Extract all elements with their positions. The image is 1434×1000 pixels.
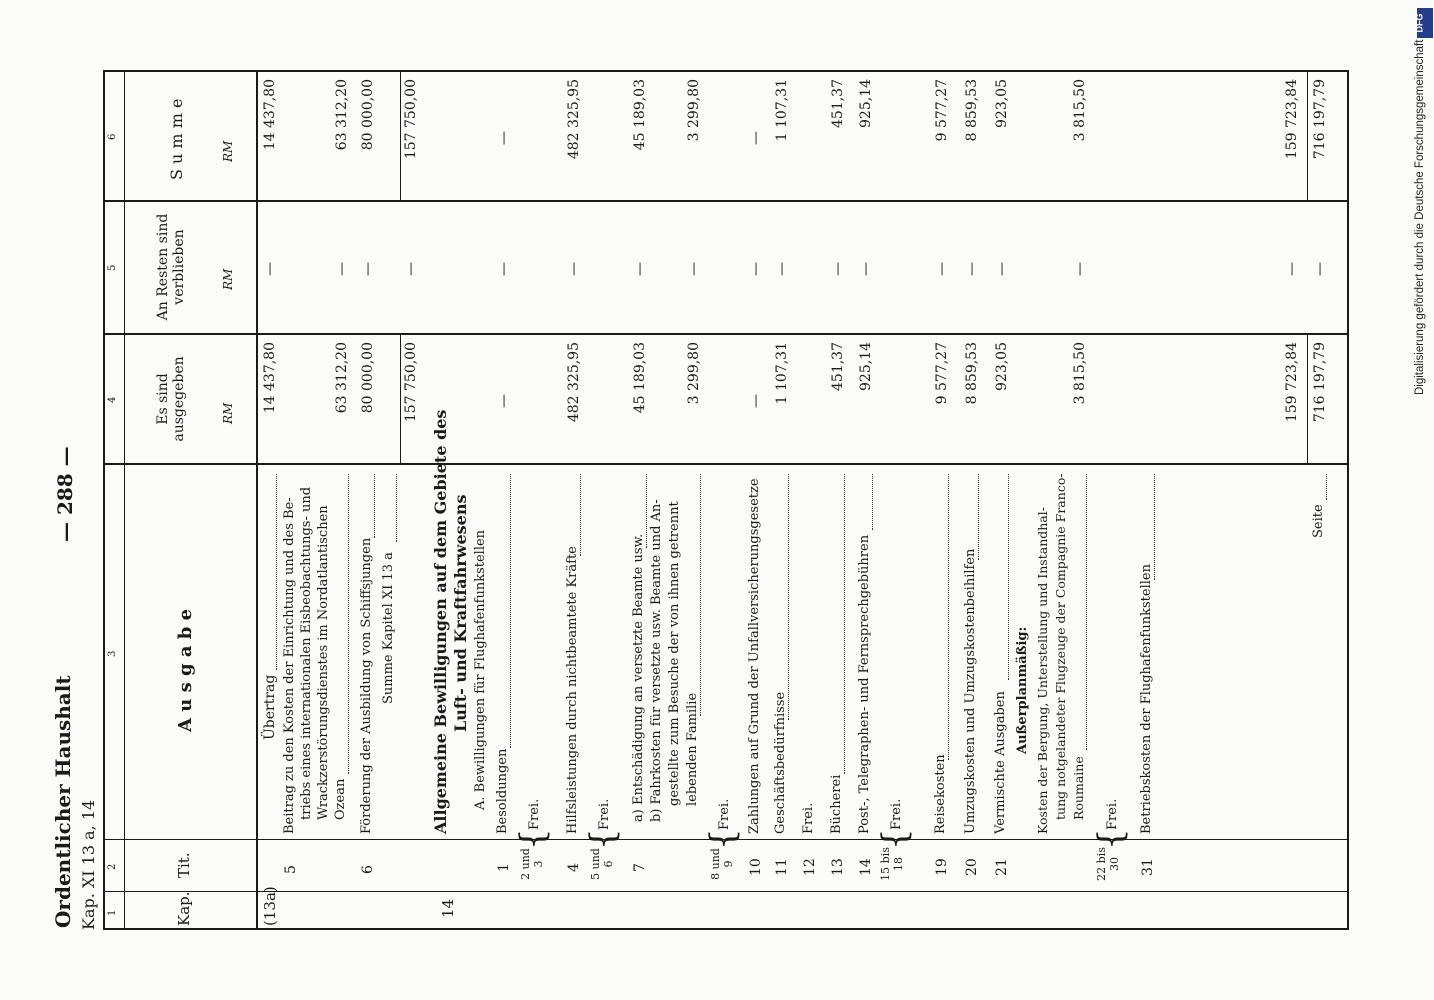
brace-icon: { [583,828,623,850]
col-number: 6 [107,133,118,140]
tit-cell: 31 [1140,858,1156,876]
tit-cell: 8 und 9 [709,848,735,880]
dfg-logo-text: DFG [1414,13,1425,33]
rest-cell: — [360,262,376,276]
dot-leader [948,474,949,760]
col-divider-3 [103,463,1349,465]
row-text: A. Bewilligungen für Flughafenfunkstellen [473,529,488,810]
tit-cell: 14 [858,858,874,876]
tit-cell: 13 [830,858,846,876]
tit-cell: 5 und 6 [589,848,615,880]
sum-cell: 8 859,53 [964,79,980,142]
row-text: Besoldungen [495,748,510,834]
header-bottom-rule [256,70,258,930]
given-cell: 482 325,95 [566,342,582,423]
given-cell: 63 312,20 [334,342,350,414]
table-bottom-rule [1347,70,1349,930]
rest-cell: — [403,262,419,276]
dot-leader [1086,474,1087,750]
unit-label: RM [221,268,235,290]
row-text: Hilfsleistungen durch nichtbeamtete Kräfte [565,546,580,834]
sum-cell: 716 197,79 [1312,79,1328,160]
sum-cell: 80 000,00 [360,79,376,151]
row-text: Ozean [333,778,348,820]
sum-cell-b: 3 815,50 [1072,79,1088,142]
dot-leader [646,474,647,548]
tit-cell: 11 [774,858,790,876]
col-number: 4 [107,396,118,403]
sum-cell: 159 723,84 [1284,79,1300,160]
tit-cell: 15 bis 18 [879,847,905,881]
row-text: a) Entschädigung an versetzte Beamte usw. [631,533,646,822]
unit-label: RM [221,402,235,424]
table-top-rule [103,70,105,930]
given-cell: 451,37 [830,342,846,391]
tit-cell: 22 bis 30 [1095,847,1121,881]
given-cell: 1 107,31 [774,342,790,405]
column-number-rule [124,70,125,930]
table-right-border [103,70,1349,72]
given-cell: 80 000,00 [360,342,376,414]
kap-cell: (13a) [261,886,279,926]
row-text: Frei. [801,802,816,834]
row-text: Roumaine [1071,756,1086,820]
rest-cell: — [934,262,950,276]
dot-leader [700,474,701,716]
row-text: Frei. [889,798,904,830]
row-text: Reisekosten [933,754,948,834]
sum-cell: 9 577,27 [934,79,950,142]
sum-cell: 482 325,95 [566,79,582,160]
rest-cell: — [858,262,874,276]
dot-leader [978,474,979,560]
row-text: b) Fahrkosten für versetzte usw. Beamte und An- [649,499,664,822]
row-text: Summe Kapitel XI 13 a [381,552,396,704]
tit-cell: 6 [360,865,376,874]
given-cell: 45 189,03 [632,342,648,414]
given-cell: — [496,394,512,408]
subtotal-rule-sum [400,72,401,202]
col-divider-1 [103,891,1349,892]
rest-cell: — [686,262,702,276]
table-left-border [103,928,1349,930]
row-text: Förderung der Ausbildung von Schiffsjungen [359,537,374,834]
rest-cell: — [1072,262,1088,276]
col-divider-4 [103,333,1349,335]
row-text: Frei. [1105,798,1120,830]
rest-cell: — [334,262,350,276]
given-cell: 716 197,79 [1312,342,1328,423]
dot-leader [1008,474,1009,680]
dot-leader [872,474,873,530]
tit-cell: 1 [496,863,512,872]
rest-cell: — [830,262,846,276]
row-text: Zahlungen auf Grund der Unfallversicherungsgesetze [747,478,762,834]
row-text: Seite [1311,504,1326,538]
dot-leader [1326,474,1327,500]
row-subheading: Außerplanmäßig: [1015,626,1030,754]
row-text: tung notgelandeter Flugzeuge der Compagnie Franco- [1053,473,1068,820]
total-rule-given [1307,335,1308,465]
given-cell: — [748,394,764,408]
brace-icon: { [1091,828,1131,850]
col-header-tit: Tit. [175,852,193,878]
dot-leader [844,474,845,774]
unit-label: RM [221,140,235,162]
row-text: gestellte zum Besuche der von ihnen getrennt [667,501,682,806]
row-text: Post-, Telegraphen- und Fernsprechgebühren [857,534,872,834]
section-heading: Luft- und Kraftfahrwesens [451,494,470,732]
row-text: Frei. [527,798,542,830]
given-cell: 9 577,27 [934,342,950,405]
row-text: Übertrag [262,674,278,740]
row-text: Frei. [717,798,732,830]
given-cell-b: 3 815,50 [1072,342,1088,405]
tit-cell: 5 [283,865,299,874]
row-text: Umzugskosten und Umzugskostenbeihilfen [963,548,978,834]
brace-icon: { [875,828,915,850]
given-cell: 157 750,00 [403,342,419,423]
subtotal-rule-given [400,335,401,465]
tit-cell: 21 [994,858,1010,876]
sum-cell: 1 107,31 [774,79,790,142]
dot-leader [396,474,397,542]
col-divider-5 [103,200,1349,202]
page-header-title: Ordentlicher Haushalt [51,675,75,928]
tit-cell: 20 [964,858,980,876]
row-text: Frei. [597,798,612,830]
sum-cell: — [496,131,512,145]
row-text: lebenden Familie [685,692,700,806]
rest-cell: — [566,262,582,276]
dot-leader [788,474,789,720]
tit-cell: 10 [748,858,764,876]
row-text: Beitrag zu den Kosten der Einrichtung und des Be- [282,497,297,834]
rest-cell: — [1312,262,1328,276]
col-header-kap: Kap. [175,891,193,926]
dfg-logo [1414,8,1433,38]
sum-cell: 63 312,20 [334,79,350,151]
sum-cell: 925,14 [858,79,874,128]
col-header-given: Es sind ausgegeben [155,356,188,442]
dot-leader [348,474,349,774]
rest-cell: — [748,262,764,276]
brace-icon: { [703,828,743,850]
row-text: Bücherei [829,774,844,834]
sum-cell-b: 3 299,80 [686,79,702,142]
given-cell: 8 859,53 [964,342,980,405]
chapter-reference: Kap. XI 13 a, 14 [79,799,98,930]
sum-cell: 14 437,80 [262,79,278,151]
row-text: Geschäftsbedürfnisse [773,691,788,834]
given-cell: 925,14 [858,342,874,391]
total-rule-sum [1307,72,1308,202]
dot-leader [580,474,581,556]
rest-cell: — [262,262,278,276]
rest-cell: — [1284,262,1300,276]
dot-leader [1154,474,1155,580]
sum-cell: 923,05 [994,79,1010,128]
row-text: triebs eines internationalen Eisbeobachtungs- und [299,486,314,820]
col-header-summe: S u m m e [167,98,186,180]
kap-cell: 14 [439,898,457,918]
tit-cell: 7 [632,863,648,872]
brace-icon: { [513,828,553,850]
sum-cell: 45 189,03 [632,79,648,151]
row-text: Wrackzerstörungsdienstes im Nordatlantischen [316,505,331,820]
section-heading: Allgemeine Bewilligungen auf dem Gebiete des [431,409,450,834]
row-text: Vermischte Ausgaben [993,691,1008,834]
page-number: — 288 — [53,446,77,542]
tit-cell: 12 [802,858,818,876]
row-text: Betriebskosten der Flughafenfunkstellen [1139,564,1154,834]
col-header-rest: An Resten sind verblieben [155,213,188,321]
given-cell-b: 3 299,80 [686,342,702,405]
tit-cell: 2 und 3 [519,848,545,880]
col-number: 3 [107,650,118,657]
tit-cell: 4 [566,863,582,872]
col-number: 1 [107,909,118,916]
col-number: 5 [107,264,118,271]
given-cell: 159 723,84 [1284,342,1300,423]
dot-leader [276,474,277,670]
rest-cell: — [632,262,648,276]
tit-cell: 19 [934,858,950,876]
rest-cell: — [994,262,1010,276]
digitization-credit: Digitalisierung gefördert durch die Deutsche Forschungsgemeinschaft [1414,39,1426,395]
col-header-ausgabe: A u s g a b e [175,608,196,732]
given-cell: 14 437,80 [262,342,278,414]
given-cell: 923,05 [994,342,1010,391]
rest-cell: — [774,262,790,276]
sum-cell: 157 750,00 [403,79,419,160]
dot-leader [510,474,511,748]
row-text: Kosten der Bergung, Unterstellung und Instandhal- [1035,507,1050,834]
rest-cell: — [496,262,512,276]
sum-cell: 451,37 [830,79,846,128]
dot-leader [374,474,375,538]
col-number: 2 [107,863,118,870]
rest-cell: — [964,262,980,276]
sum-cell: — [748,131,764,145]
